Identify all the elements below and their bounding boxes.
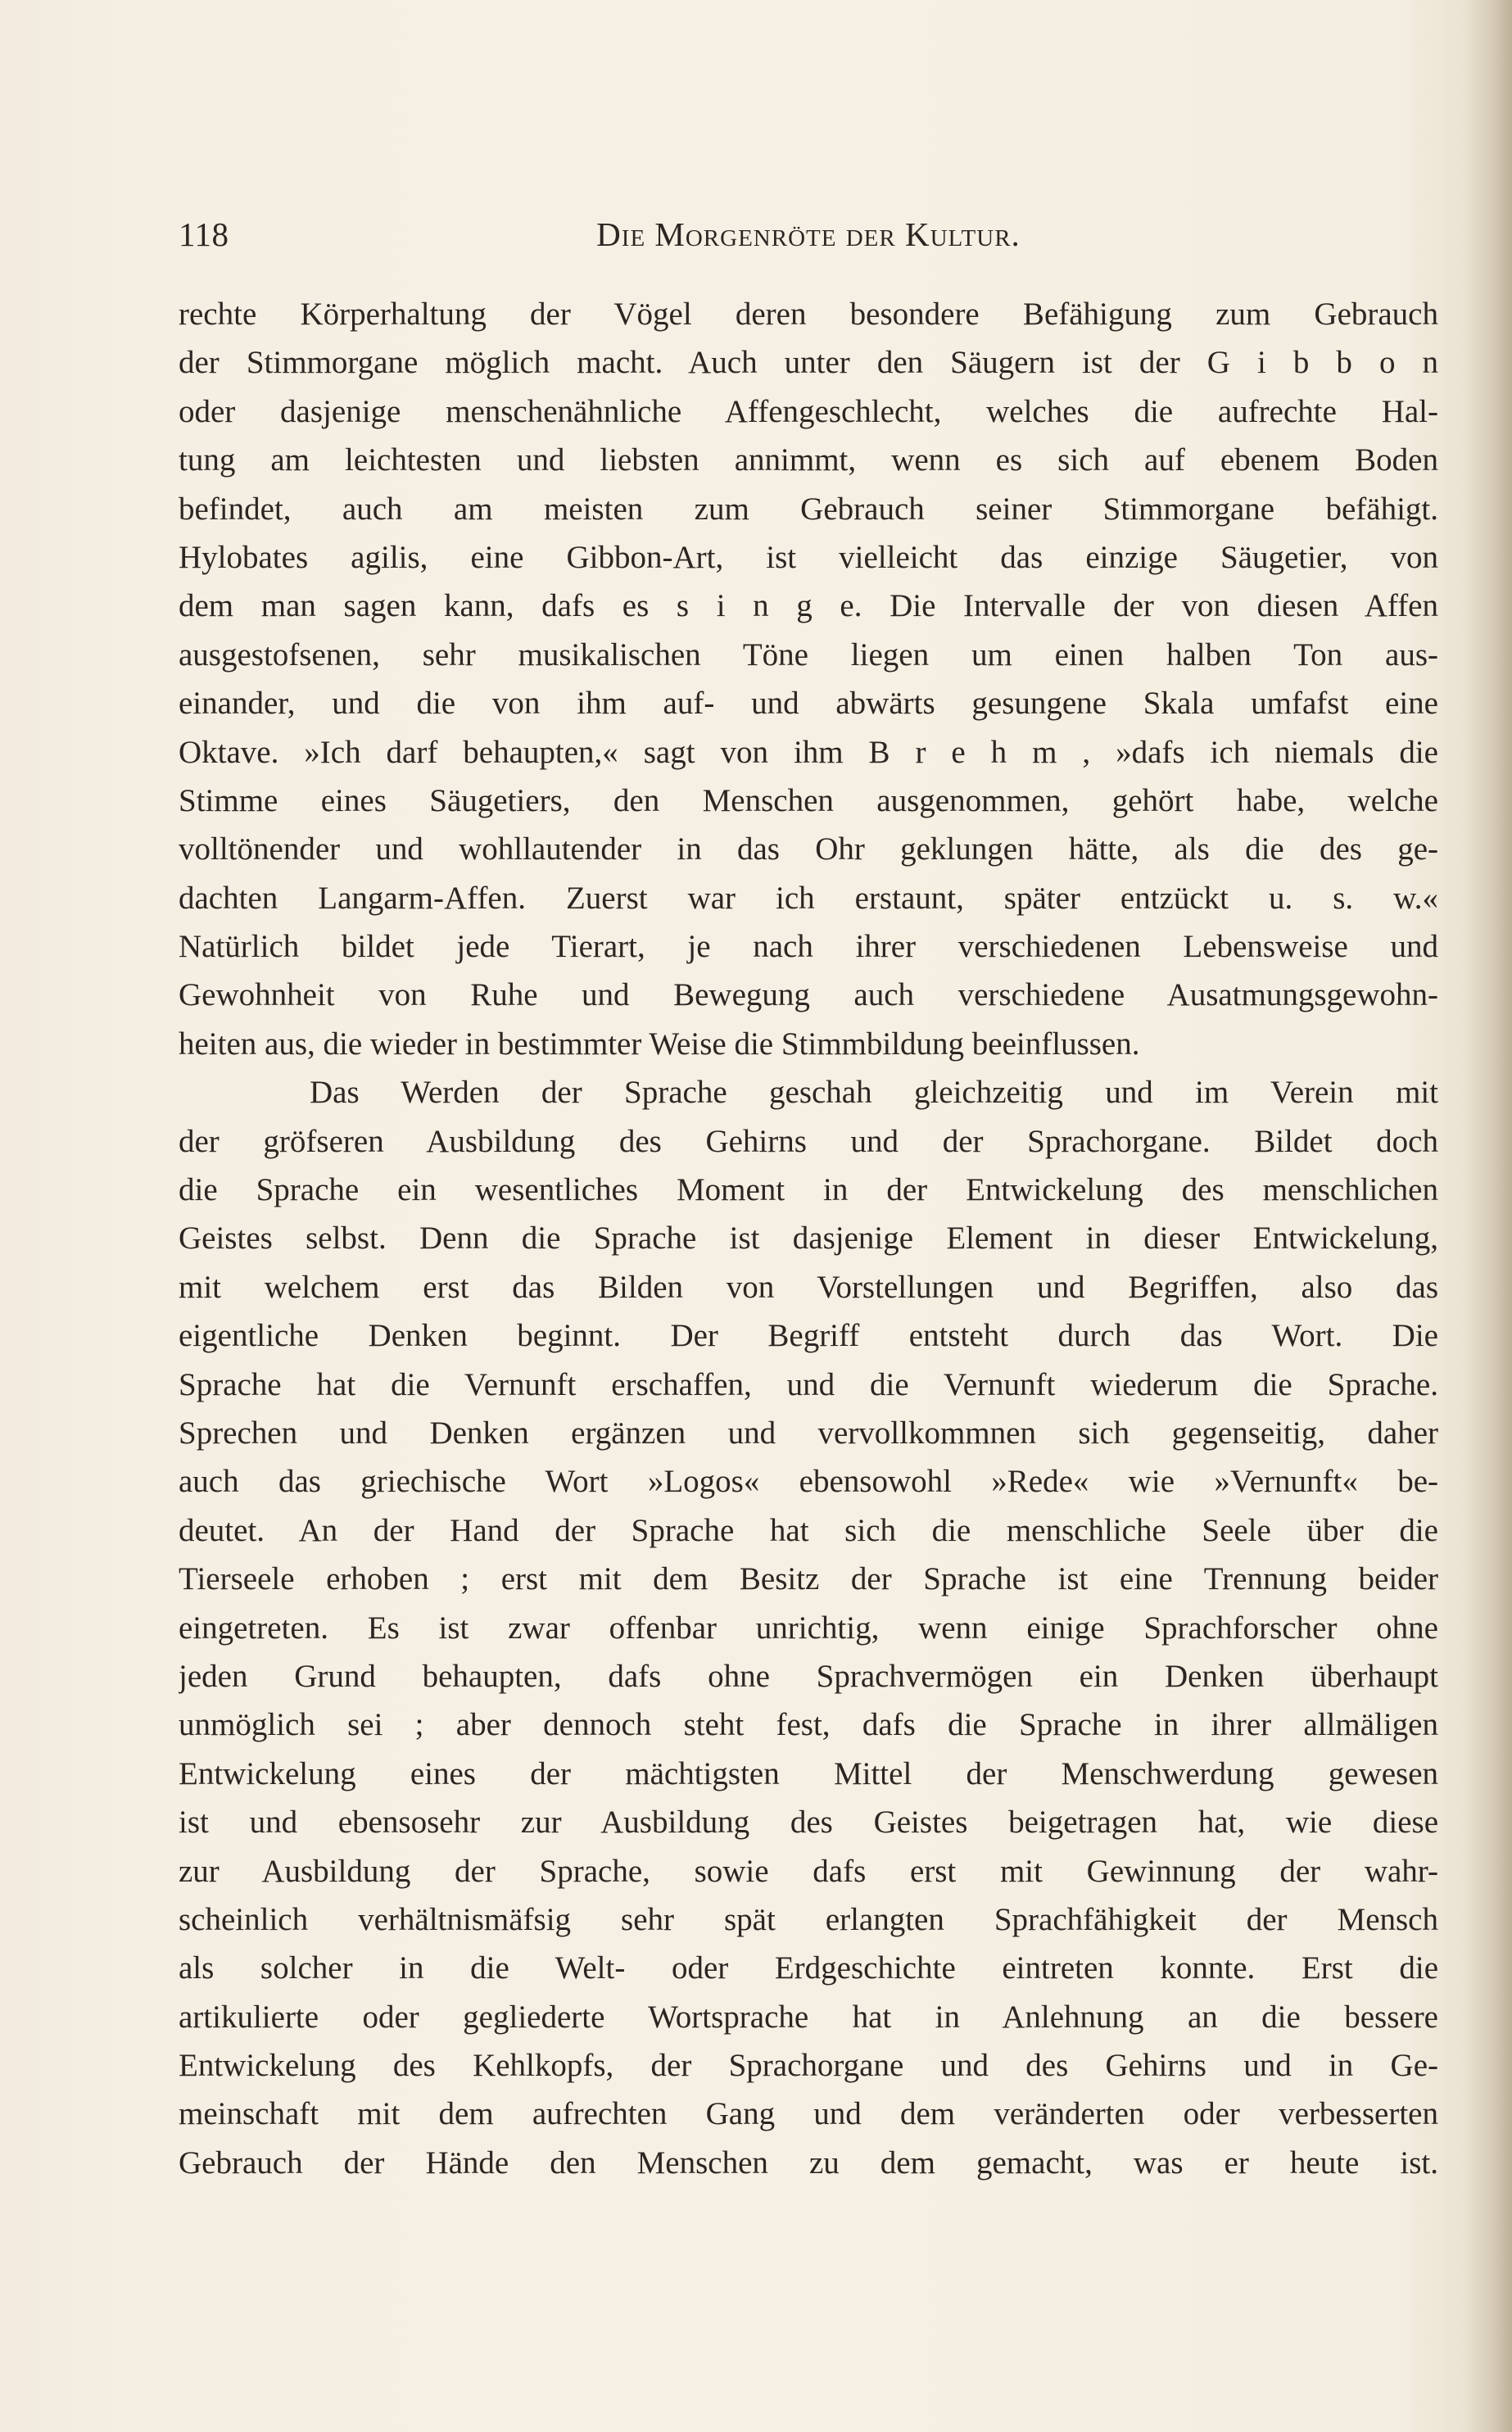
text-line: deutet. An der Hand der Sprache hat sich die menschliche Seele über die <box>179 1512 1438 1548</box>
page-edge-shadow <box>1463 0 1512 2432</box>
text-line: volltönender und wohllautender in das Ohr geklungen hätte, als die des ge- <box>179 831 1438 867</box>
text-line: als solcher in die Welt- oder Erdgeschichte eintreten konnte. Erst die <box>179 1950 1438 1986</box>
text-line: ist und ebensosehr zur Ausbildung des Geistes beigetragen hat, wie diese <box>179 1805 1438 1841</box>
text-line: rechte Körperhaltung der Vögel deren besondere Befähigung zum Gebrauch <box>179 297 1438 332</box>
text-line: Entwickelung eines der mächtigsten Mittel der Menschwerdung gewesen <box>179 1755 1438 1791</box>
text-line: Das Werden der Sprache geschah gleichzeitig und im Verein mit <box>310 1075 1438 1111</box>
text-line: die Sprache ein wesentliches Moment in der Entwickelung des menschlichen <box>179 1172 1438 1208</box>
text-line: auch das griechische Wort »Logos« ebensowohl »Rede« wie »Vernunft« be- <box>179 1464 1438 1500</box>
text-line: Gebrauch der Hände den Menschen zu dem gemacht, was er heute ist. <box>179 2144 1438 2181</box>
text-line: unmöglich sei ; aber dennoch steht fest, dafs die Sprache in ihrer allmäligen <box>179 1707 1438 1743</box>
text-line: oder dasjenige menschenähnliche Affengeschlecht, welches die aufrechte Hal- <box>179 393 1438 429</box>
text-line: Entwickelung des Kehlkopfs, der Sprachorgane und des Gehirns und in Ge- <box>179 2048 1438 2084</box>
text-line: Geistes selbst. Denn die Sprache ist dasjenige Element in dieser Entwickelung, <box>179 1221 1438 1257</box>
text-line: befindet, auch am meisten zum Gebrauch seiner Stimmorgane befähigt. <box>179 491 1438 527</box>
text-line: Oktave. »Ich darf behaupten,« sagt von ihm B r e h m , »dafs ich niemals die <box>179 734 1438 770</box>
text-line: zur Ausbildung der Sprache, sowie dafs erst mit Gewinnung der wahr- <box>179 1853 1438 1889</box>
text-line: Sprechen und Denken ergänzen und vervollkommnen sich gegenseitig, daher <box>179 1415 1438 1451</box>
body-text <box>179 290 1438 2187</box>
text-line: eingetreten. Es ist zwar offenbar unrichtig, wenn einige Sprachforscher ohne <box>179 1610 1438 1646</box>
text-line: jeden Grund behaupten, dafs ohne Sprachvermögen ein Denken überhaupt <box>179 1658 1438 1694</box>
text-line: Gewohnheit von Ruhe und Bewegung auch verschiedene Ausatmungsgewohn- <box>179 977 1438 1013</box>
text-line: artikulierte oder gegliederte Wortsprache hat in Anlehnung an die bessere <box>179 1999 1438 2035</box>
text-line: einander, und die von ihm auf- und abwärts gesungene Skala umfafst eine <box>179 686 1438 722</box>
text-line: eigentliche Denken beginnt. Der Begriff entsteht durch das Wort. Die <box>179 1318 1438 1354</box>
page-header <box>179 215 1438 256</box>
text-line: heiten aus, die wieder in bestimmter Weise die Stimmbildung beeinflussen. <box>179 1026 1140 1062</box>
text-line: Tierseele erhoben ; erst mit dem Besitz der Sprache ist eine Trennung beider <box>179 1561 1438 1597</box>
text-line: dem man sagen kann, dafs es s i n g e. Die Intervalle der von diesen Affen <box>179 588 1438 624</box>
text-line: scheinlich verhältnismäfsig sehr spät erlangten Sprachfähigkeit der Mensch <box>179 1901 1438 1937</box>
text-line: Hylobates agilis, eine Gibbon-Art, ist vielleicht das einzige Säugetier, von <box>179 539 1438 575</box>
page-number: 118 <box>179 215 229 253</box>
text-line: meinschaft mit dem aufrechten Gang und dem veränderten oder verbesserten <box>179 2096 1438 2132</box>
text-line: der Stimmorgane möglich macht. Auch unter den Säugern ist der G i b b o n <box>179 345 1438 381</box>
running-title: Die Morgenröte der Kultur. <box>596 215 1021 253</box>
text-line: Natürlich bildet jede Tierart, je nach ihrer verschiedenen Lebensweise und <box>179 929 1438 965</box>
text-line: tung am leichtesten und liebsten annimmt, wenn es sich auf ebenem Boden <box>179 442 1438 478</box>
text-line: ausgestofsenen, sehr musikalischen Töne liegen um einen halben Ton aus- <box>179 636 1438 673</box>
text-line: Stimme eines Säugetiers, den Menschen ausgenommen, gehört habe, welche <box>179 782 1438 818</box>
text-line: der gröfseren Ausbildung des Gehirns und der Sprachorgane. Bildet doch <box>179 1123 1438 1159</box>
text-line: mit welchem erst das Bilden von Vorstellungen und Begriffen, also das <box>179 1269 1438 1305</box>
text-line: Sprache hat die Vernunft erschaffen, und die Vernunft wiederum die Sprache. <box>179 1366 1438 1402</box>
text-line: dachten Langarm-Affen. Zuerst war ich erstaunt, später entzückt u. s. w.« <box>179 880 1438 916</box>
